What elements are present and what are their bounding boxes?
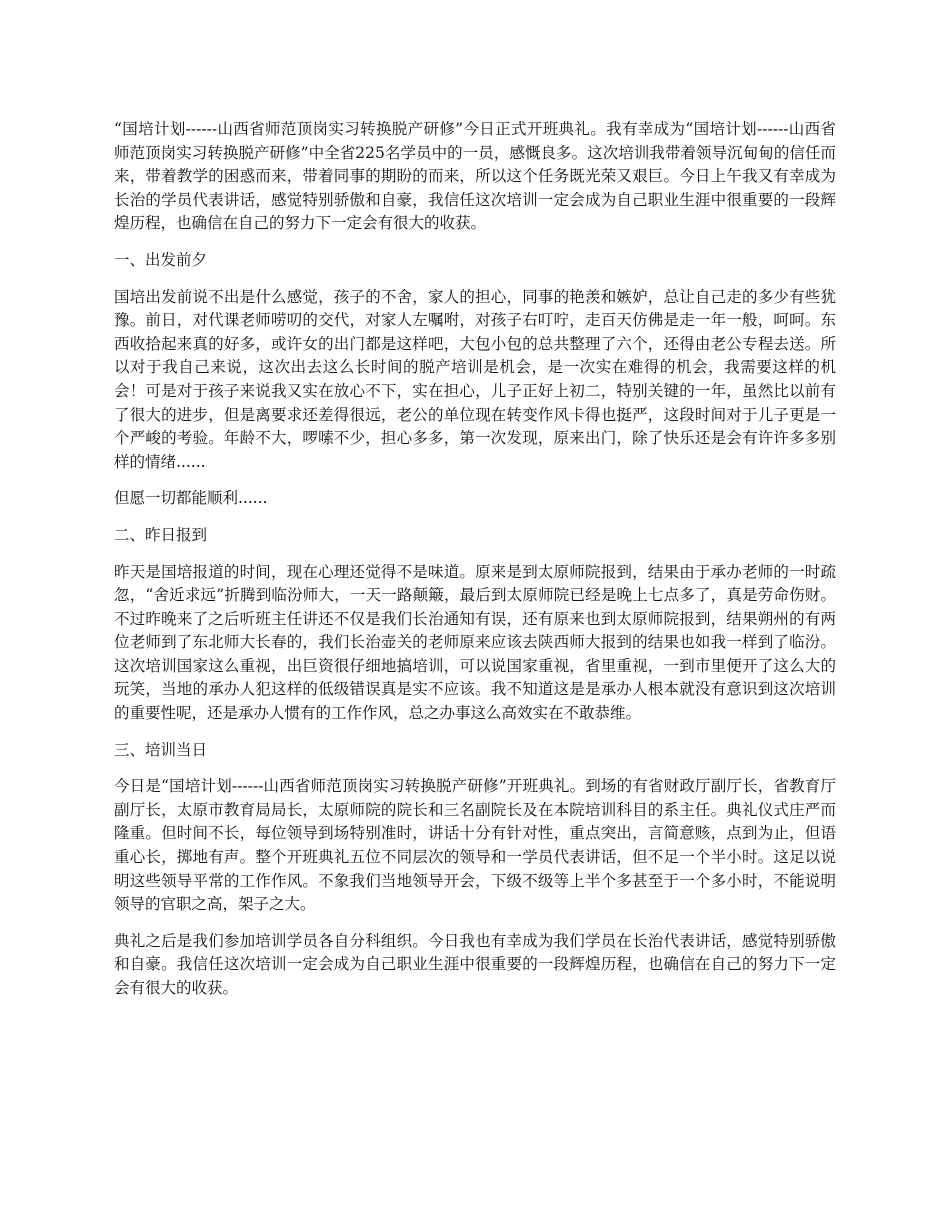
ceremony-paragraph: 今日是“国培计划------山西省师范顶岗实习转换脱产研修”开班典礼。到场的有省财政厅副厅长，省教育厅副厅长，太原市教育局局长，太原师院的院长和三名副院长及在本院培训科目的系主任。典礼仪式庄严而隆重。但时间不长，每位领导到场特别准时，讲话十分有针对性，重点突出，言简意赅，点到为止，但语重心长，掷地有声。整个开班典礼五位不同层次的领导和一学员代表讲话，但不足一个半小时。这足以说明这些领导平常的工作作风。不象我们当地领导开会，下级不级等上半个多甚至于一个多小时，不能说明领导的官职之高，架子之大。 <box>114 777 836 914</box>
section-heading-training-day: 三、培训当日 <box>114 740 208 759</box>
document-body <box>114 118 836 1014</box>
departure-paragraph: 国培出发前说不出是什么感觉，孩子的不舍，家人的担心，同事的艳羡和嫉妒，总让自己走的多少有些犹豫。前日，对代课老师唠叨的交代，对家人左嘱咐，对孩子右叮咛，走百天仿佛是走一年一般，呵呵。东西收拾起来真的好多，或许女的出门都是这样吧，大包小包的总共整理了六个，还得由老公专程去送。所以对于我自己来说，这次出去这么长时间的脱产培训是机会，是一次实在难得的机会，我需要这样的机会！可是对于孩子来说我又实在放心不下，实在担心，儿子正好上初二，特别关键的一年，虽然比以前有了很大的进步，但是离要求还差得很远，老公的单位现在转变作风卡得也挺严，这段时间对于儿子更是一个严峻的考验。年龄不大，啰嗦不少，担心多多，第一次发现，原来出门，除了快乐还是会有许许多多别样的情绪...... <box>114 287 836 471</box>
section-heading-registration: 二、昨日报到 <box>114 525 208 544</box>
intro-paragraph: “国培计划------山西省师范顶岗实习转换脱产研修”今日正式开班典礼。我有幸成为“国培计划------山西省师范顶岗实习转换脱产研修”中全省225名学员中的一员，感慨良多。这次培训我带着领导沉甸甸的信任而来，带着教学的困惑而来，带着同事的期盼的而来，所以这个任务既光荣又艰巨。今日上午我又有幸成为长治的学员代表讲话，感觉特别骄傲和自豪，我信任这次培训一定会成为自己职业生涯中很重要的一段辉煌历程，也确信在自己的努力下一定会有很大的收获。 <box>114 120 836 233</box>
registration-paragraph: 昨天是国培报道的时间，现在心理还觉得不是味道。原来是到太原师院报到，结果由于承办老师的一时疏忽，“舍近求远”折腾到临汾师大，一天一路颠簸，最后到太原师院已经是晚上七点多了，真是劳命伤财。不过昨晚来了之后听班主任讲还不仅是我们长治通知有误，还有原来也到太原师院报到，结果朔州的有两位老师到了东北师大长春的，我们长治壶关的老师原来应该去陕西师大报到的结果也如我一样到了临汾。这次培训国家这么重视，出巨资很仔细地搞培训，可以说国家重视，省里重视，一到市里便开了这么大的玩笑，当地的承办人犯这样的低级错误真是实不应该。我不知道这是是承办人根本就没有意识到这次培训的重要性呢，还是承办人惯有的工作作风，总之办事这么高效实在不敢恭维。 <box>114 562 836 723</box>
wish-paragraph: 但愿一切都能顺利...... <box>114 489 268 508</box>
section-heading-departure: 一、出发前夕 <box>114 250 208 269</box>
closing-paragraph: 典礼之后是我们参加培训学员各自分科组织。今日我也有幸成为我们学员在长治代表讲话，感觉特别骄傲和自豪。我信任这次培训一定会成为自己职业生涯中很重要的一段辉煌历程，也确信在自己的努力下一定会有很大的收获。 <box>114 931 836 997</box>
